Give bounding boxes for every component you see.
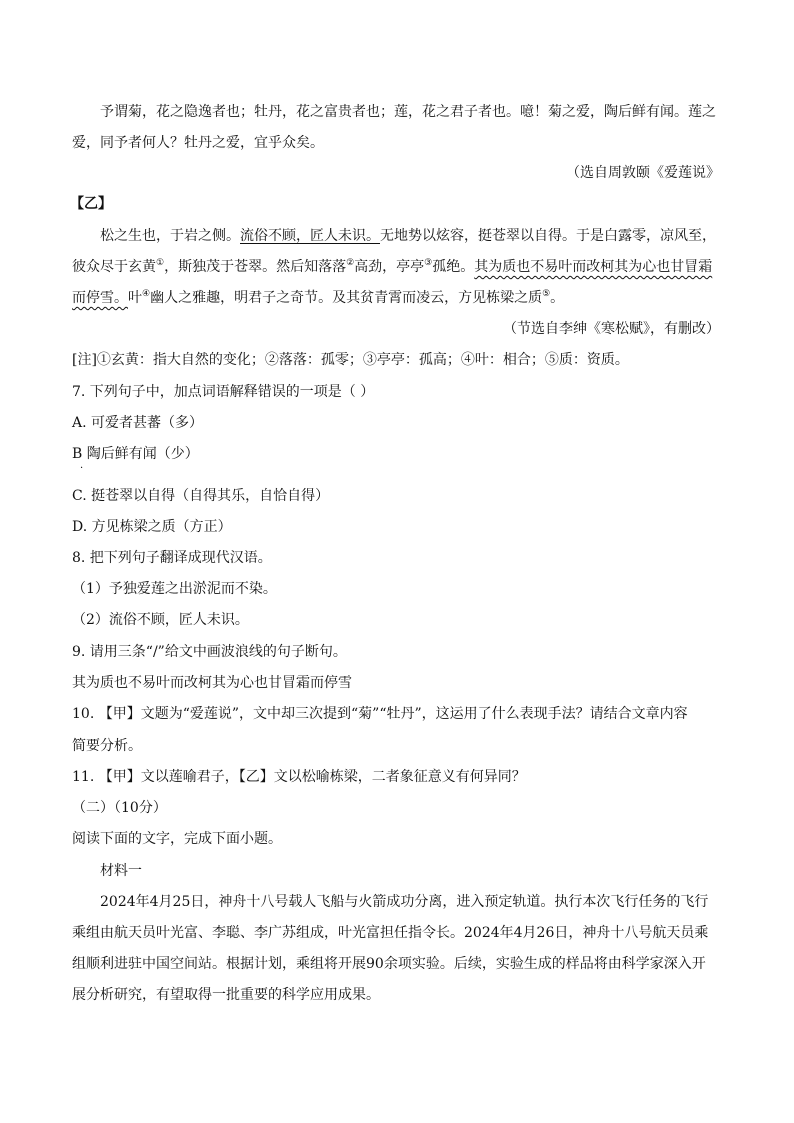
material-1-line-3: 组顺利进驻中国空间站。根据计划，乘组将开展90余项实验。后续，实验生成的样品将由科学家深入开: [72, 956, 706, 972]
yi-text: 孤绝。: [432, 259, 475, 275]
wavy-underlined-sentence: 其为质也不易叶而改柯其为心也甘冒霜: [474, 259, 713, 275]
yi-text: 松之生也，于岩之侧。: [100, 228, 240, 244]
jia-source: （选自周敦颐《爱莲说》: [566, 165, 720, 181]
jia-paragraph-line-1: 予谓菊，花之隐逸者也；牡丹，花之富贵者也；莲，花之君子者也。噫！菊之爱，陶后鲜有闻。莲之: [100, 104, 716, 120]
yi-paragraph-line-3: [72, 288, 564, 308]
yi-text: 无地势以炫容，挺苍翠以自得。于是白露零，凉风至，: [380, 228, 716, 244]
question-8-item-1: （1）予独爱莲之出淤泥而不染。: [72, 581, 277, 597]
material-1-line-1: 2024年4月25日，神舟十八号载人飞船与火箭成功分离，进入预定轨道。执行本次飞行任务的飞行: [100, 894, 709, 910]
footnote-marker: ③: [424, 258, 433, 268]
underlined-sentence: 流俗不顾，匠人未识。: [240, 228, 380, 244]
emphasis-dot: ·: [80, 463, 84, 474]
question-7: 7. 下列句子中，加点词语解释错误的一项是（ ）: [72, 384, 375, 400]
question-7-option-a: A. 可爱者甚蕃（多）: [72, 415, 204, 431]
question-7-option-b: B 陶后鲜有闻（少）: [72, 446, 199, 462]
section-2-heading: （二）（10分）: [72, 800, 167, 816]
question-9: 9. 请用三条“/”给文中画波浪线的句子断句。: [72, 644, 347, 660]
footnote-marker: ④: [142, 289, 151, 299]
question-8: 8. 把下列句子翻译成现代汉语。: [72, 550, 272, 566]
yi-paragraph-line-2: [72, 257, 712, 277]
question-9-sentence: 其为质也不易叶而改柯其为心也甘冒霜而停雪: [72, 675, 352, 691]
section-2-instruction: 阅读下面的文字，完成下面小题。: [72, 831, 282, 847]
yi-text: 叶: [128, 290, 142, 306]
jia-paragraph-line-2: 爱，同予者何人？牡丹之爱，宜乎众矣。: [72, 135, 324, 151]
yi-text: 。: [550, 290, 565, 306]
footnote-marker: ①: [156, 258, 165, 268]
question-7-option-c: C. 挺苍翠以自得（自得其乐，自恰自得）: [72, 488, 330, 504]
annotation-note: [注]①玄黄：指大自然的变化；②落落：孤零；③亭亭：孤高；④叶：相合；⑤质：资质。: [72, 352, 629, 368]
question-8-item-2: （2）流俗不顾，匠人未识。: [72, 612, 249, 628]
question-11: 11. 【甲】文以莲喻君子，【乙】文以松喻栋梁，二者象征意义有何异同？: [72, 769, 526, 785]
question-7-option-d: D. 方见栋梁之质（方正）: [72, 519, 232, 535]
question-10-line-1: 10. 【甲】文题为“爱莲说”，文中却三次提到“菊”“牡丹”，这运用了什么表现手法？请结合文章内容: [72, 706, 688, 722]
material-1-title: 材料一: [100, 863, 142, 879]
yi-paragraph-line-1: [100, 226, 716, 246]
question-10-line-2: 简要分析。: [72, 738, 142, 754]
yi-source: （节选自李绅《寒松赋》，有删改）: [503, 321, 720, 337]
wavy-underlined-sentence: 而停雪。: [72, 290, 128, 306]
footnote-marker: ②: [346, 258, 355, 268]
yi-heading: 【乙】: [70, 196, 112, 212]
yi-text: 彼众尽于玄黄: [72, 259, 156, 275]
footnote-marker: ⑤: [542, 289, 551, 299]
material-1-line-4: 展分析研究，有望取得一批重要的科学应用成果。: [72, 987, 380, 1003]
yi-text: 高劲，亭亭: [354, 259, 425, 275]
yi-text: ，斯独茂于苍翠。然后知落落: [164, 259, 347, 275]
yi-text: 幽人之雅趣，明君子之奇节。及其贫青霄而凌云，方见栋梁之质: [150, 290, 543, 306]
material-1-line-2: 乘组由航天员叶光富、李聪、李广苏组成，叶光富担任指令长。2024年4月26日，神舟十八号航天员乘: [72, 925, 709, 941]
